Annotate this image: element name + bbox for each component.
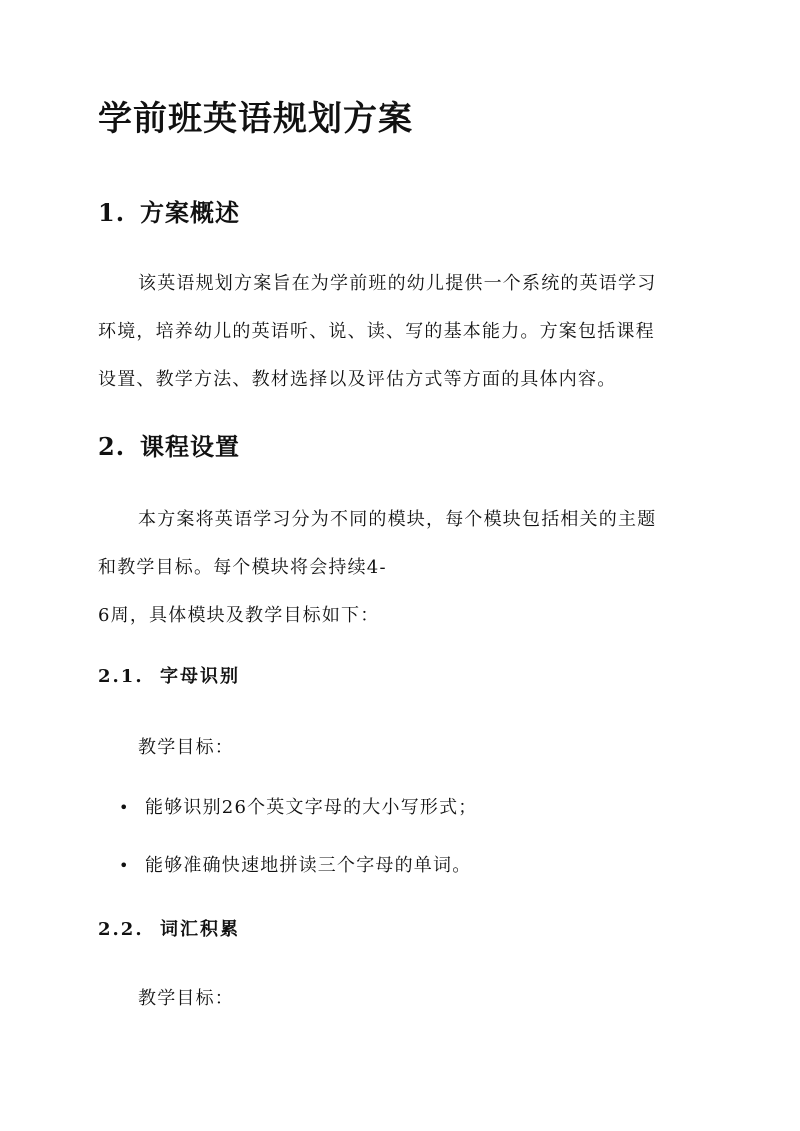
paragraph-line: 该英语规划方案旨在为学前班的幼儿提供一个系统的英语学习 bbox=[138, 273, 657, 294]
paragraph-line: 设置、教学方法、教材选择以及评估方式等方面的具体内容。 bbox=[98, 369, 617, 390]
subsection-heading-vocabulary bbox=[98, 917, 240, 943]
section-heading-curriculum bbox=[98, 431, 240, 463]
section-title: 课程设置 bbox=[140, 432, 240, 461]
teaching-goal-label: 教学目标： bbox=[138, 737, 234, 758]
bullet-icon: • bbox=[119, 798, 129, 817]
section-heading-overview bbox=[98, 197, 240, 229]
paragraph-line: 环境，培养幼儿的英语听、说、读、写的基本能力。方案包括课程 bbox=[98, 321, 655, 342]
section-number: 1. bbox=[98, 198, 126, 227]
paragraph-line: 本方案将英语学习分为不同的模块，每个模块包括相关的主题 bbox=[138, 509, 657, 530]
subsection-heading-letter-recognition bbox=[98, 664, 240, 690]
teaching-goal-label: 教学目标： bbox=[138, 988, 234, 1009]
bullet-item: 能够识别26个英文字母的大小写形式； bbox=[145, 797, 478, 818]
section-number: 2. bbox=[98, 432, 126, 461]
subsection-title: 字母识别 bbox=[160, 666, 240, 687]
document-title: 学前班英语规划方案 bbox=[98, 99, 413, 139]
bullet-icon: • bbox=[119, 856, 129, 875]
subsection-number: 2.1. bbox=[98, 666, 144, 687]
section-title: 方案概述 bbox=[140, 198, 240, 227]
paragraph-line: 和教学目标。每个模块将会持续4- bbox=[98, 557, 387, 578]
paragraph-line: 6周，具体模块及教学目标如下： bbox=[98, 605, 380, 626]
subsection-number: 2.2. bbox=[98, 919, 144, 940]
subsection-title: 词汇积累 bbox=[160, 919, 240, 940]
bullet-item: 能够准确快速地拼读三个字母的单词。 bbox=[145, 855, 472, 876]
